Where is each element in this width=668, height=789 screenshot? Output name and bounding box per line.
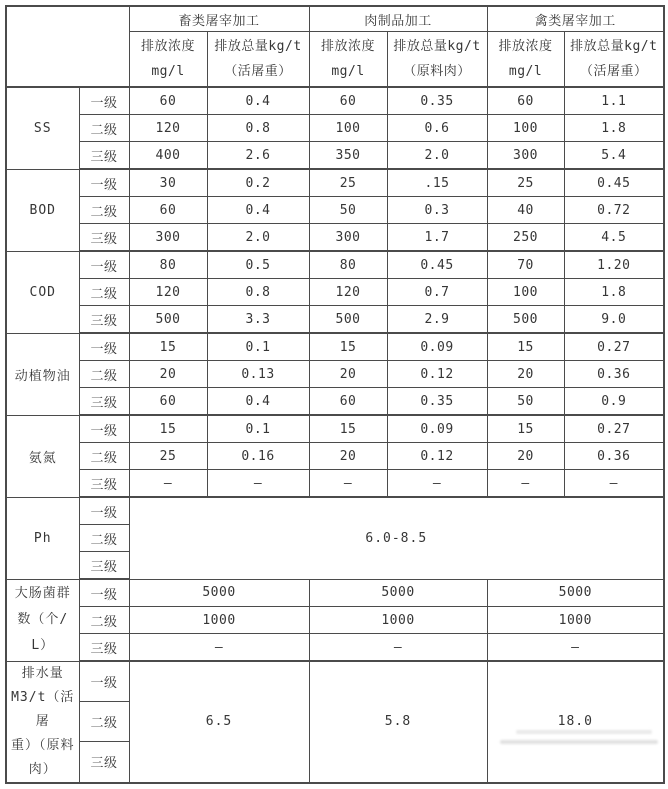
value-cell: 5000 <box>309 579 487 607</box>
value-cell: 0.45 <box>564 169 664 197</box>
value-cell: 2.0 <box>207 224 309 252</box>
value-cell: 0.4 <box>207 388 309 416</box>
col-header-conc <box>487 32 564 88</box>
value-cell: 0.13 <box>207 361 309 388</box>
value-cell: 100 <box>487 115 564 142</box>
value-cell: 2.9 <box>387 306 487 334</box>
level-label: 三级 <box>79 742 129 783</box>
level-label: 一级 <box>79 251 129 279</box>
value-cell: 500 <box>487 306 564 334</box>
value-cell: 80 <box>129 251 207 279</box>
col-header-unit: （活屠重） <box>580 64 648 79</box>
value-cell: 0.36 <box>564 443 664 470</box>
value-cell: 1.8 <box>564 279 664 306</box>
col-header-label: 排放总量kg/t <box>214 39 302 54</box>
level-label: 三级 <box>79 142 129 170</box>
value-cell: 0.8 <box>207 115 309 142</box>
table-row <box>6 142 664 170</box>
value-cell: 100 <box>487 279 564 306</box>
param-label-drainage <box>6 661 79 783</box>
value-cell: 15 <box>309 333 387 361</box>
value-cell: 50 <box>487 388 564 416</box>
value-cell: 0.45 <box>387 251 487 279</box>
table-row <box>6 443 664 470</box>
value-cell: 60 <box>129 197 207 224</box>
param-label-line: 大肠菌群 <box>14 586 71 601</box>
value-cell: 300 <box>309 224 387 252</box>
value-cell: 1000 <box>129 607 309 634</box>
table-row <box>6 251 664 279</box>
value-cell: 1000 <box>309 607 487 634</box>
value-cell: 25 <box>309 169 387 197</box>
table-row <box>6 197 664 224</box>
level-label: 三级 <box>79 470 129 498</box>
value-cell: 1.20 <box>564 251 664 279</box>
value-cell: 1.8 <box>564 115 664 142</box>
drainage-value-cell: 18.0 <box>487 661 664 783</box>
value-cell: 80 <box>309 251 387 279</box>
param-label-ammonia: 氨氮 <box>6 415 79 497</box>
value-cell: 0.27 <box>564 415 664 443</box>
value-cell: 0.9 <box>564 388 664 416</box>
param-label-line: 数（个/ <box>17 612 69 627</box>
col-header-total <box>387 32 487 88</box>
value-cell: 60 <box>309 87 387 115</box>
table-row <box>6 169 664 197</box>
value-cell: 0.1 <box>207 415 309 443</box>
value-cell: 300 <box>487 142 564 170</box>
table-row <box>6 607 664 634</box>
table-row <box>6 634 664 662</box>
level-label: 一级 <box>79 497 129 525</box>
table-row <box>6 470 664 498</box>
level-label: 一级 <box>79 661 129 702</box>
value-cell: 60 <box>309 388 387 416</box>
value-cell: 0.12 <box>387 443 487 470</box>
value-cell: 5000 <box>129 579 309 607</box>
level-label: 一级 <box>79 87 129 115</box>
col-header-label: 排放浓度 <box>498 39 553 54</box>
param-label-line: 重）（原料 <box>10 737 75 753</box>
value-cell: – <box>564 470 664 498</box>
level-label: 二级 <box>79 443 129 470</box>
param-label-ss: SS <box>6 87 79 169</box>
col-header-label: 排放浓度 <box>321 39 376 54</box>
value-cell: 0.09 <box>387 333 487 361</box>
value-cell: 300 <box>129 224 207 252</box>
value-cell: – <box>309 470 387 498</box>
value-cell: .15 <box>387 169 487 197</box>
value-cell: 100 <box>309 115 387 142</box>
value-cell: 0.2 <box>207 169 309 197</box>
value-cell: – <box>309 634 487 662</box>
table-row <box>6 115 664 142</box>
level-label: 二级 <box>79 115 129 142</box>
value-cell: 0.4 <box>207 87 309 115</box>
value-cell: 4.5 <box>564 224 664 252</box>
value-cell: – <box>129 470 207 498</box>
param-label-line: L） <box>31 638 55 653</box>
value-cell: 15 <box>487 415 564 443</box>
col-header-label: 排放总量kg/t <box>393 39 481 54</box>
value-cell: 0.35 <box>387 388 487 416</box>
value-cell: 60 <box>487 87 564 115</box>
level-label: 一级 <box>79 579 129 607</box>
value-cell: 120 <box>129 115 207 142</box>
value-cell: 25 <box>487 169 564 197</box>
table-row <box>6 661 664 702</box>
value-cell: – <box>487 470 564 498</box>
value-cell: 0.72 <box>564 197 664 224</box>
col-header-label: 排放总量kg/t <box>570 39 658 54</box>
col-header-unit: mg/l <box>508 64 543 79</box>
param-label-ph: Ph <box>6 497 79 579</box>
value-cell: 0.6 <box>387 115 487 142</box>
value-cell: 15 <box>129 333 207 361</box>
value-cell: 40 <box>487 197 564 224</box>
value-cell: 70 <box>487 251 564 279</box>
value-cell: 15 <box>309 415 387 443</box>
table-row <box>6 361 664 388</box>
value-cell: 0.27 <box>564 333 664 361</box>
value-cell: 1.1 <box>564 87 664 115</box>
table-row <box>6 415 664 443</box>
header-row-groups <box>6 6 664 32</box>
value-cell: 0.3 <box>387 197 487 224</box>
table-row <box>6 279 664 306</box>
table-row <box>6 497 664 525</box>
col-header-conc <box>309 32 387 88</box>
table-row <box>6 224 664 252</box>
value-cell: 60 <box>129 388 207 416</box>
level-label: 三级 <box>79 224 129 252</box>
table-row <box>6 579 664 607</box>
value-cell: 400 <box>129 142 207 170</box>
col-header-unit: （原料肉） <box>403 64 471 79</box>
value-cell: 1000 <box>487 607 664 634</box>
value-cell: 350 <box>309 142 387 170</box>
level-label: 三级 <box>79 388 129 416</box>
value-cell: 0.16 <box>207 443 309 470</box>
value-cell: – <box>207 470 309 498</box>
value-cell: 0.36 <box>564 361 664 388</box>
level-label: 三级 <box>79 552 129 580</box>
value-cell: 20 <box>487 443 564 470</box>
level-label: 二级 <box>79 279 129 306</box>
corner-cell <box>6 6 129 87</box>
value-cell: 2.0 <box>387 142 487 170</box>
level-label: 一级 <box>79 333 129 361</box>
level-label: 二级 <box>79 525 129 552</box>
value-cell: – <box>487 634 664 662</box>
value-cell: 0.5 <box>207 251 309 279</box>
col-header-unit: （活屠重） <box>224 64 292 79</box>
table-row <box>6 87 664 115</box>
level-label: 二级 <box>79 361 129 388</box>
value-cell: 0.7 <box>387 279 487 306</box>
level-label: 三级 <box>79 634 129 662</box>
standards-table <box>5 5 665 784</box>
table-row <box>6 388 664 416</box>
table-row <box>6 333 664 361</box>
ph-value-cell: 6.0-8.5 <box>129 497 664 579</box>
value-cell: 250 <box>487 224 564 252</box>
level-label: 三级 <box>79 306 129 334</box>
value-cell: 15 <box>487 333 564 361</box>
value-cell: 0.4 <box>207 197 309 224</box>
level-label: 一级 <box>79 169 129 197</box>
value-cell: 50 <box>309 197 387 224</box>
group-header-meat-products: 肉制品加工 <box>309 6 487 32</box>
value-cell: 20 <box>309 443 387 470</box>
col-header-unit: mg/l <box>331 64 365 79</box>
value-cell: – <box>387 470 487 498</box>
value-cell: 20 <box>309 361 387 388</box>
param-label-coliform <box>6 579 79 661</box>
value-cell: 0.35 <box>387 87 487 115</box>
drainage-value-cell: 5.8 <box>309 661 487 783</box>
level-label: 二级 <box>79 607 129 634</box>
value-cell: 30 <box>129 169 207 197</box>
value-cell: 1.7 <box>387 224 487 252</box>
value-cell: 120 <box>129 279 207 306</box>
value-cell: 20 <box>487 361 564 388</box>
value-cell: 3.3 <box>207 306 309 334</box>
param-label-line: 排水量 <box>21 665 64 681</box>
value-cell: 5.4 <box>564 142 664 170</box>
value-cell: 0.09 <box>387 415 487 443</box>
value-cell: 9.0 <box>564 306 664 334</box>
value-cell: 5000 <box>487 579 664 607</box>
param-label-bod: BOD <box>6 169 79 251</box>
group-header-poultry: 禽类屠宰加工 <box>487 6 664 32</box>
col-header-unit: mg/l <box>151 64 185 79</box>
col-header-conc <box>129 32 207 88</box>
value-cell: 0.1 <box>207 333 309 361</box>
level-label: 二级 <box>79 197 129 224</box>
value-cell: – <box>129 634 309 662</box>
value-cell: 120 <box>309 279 387 306</box>
drainage-value-cell: 6.5 <box>129 661 309 783</box>
col-header-total <box>564 32 664 88</box>
value-cell: 500 <box>129 306 207 334</box>
value-cell: 20 <box>129 361 207 388</box>
param-label-line: 肉） <box>28 761 57 777</box>
col-header-label: 排放浓度 <box>140 39 195 54</box>
group-header-livestock: 畜类屠宰加工 <box>129 6 309 32</box>
param-label-line: M3/t（活屠 <box>11 689 75 729</box>
param-label-oils: 动植物油 <box>6 333 79 415</box>
value-cell: 0.8 <box>207 279 309 306</box>
value-cell: 25 <box>129 443 207 470</box>
value-cell: 2.6 <box>207 142 309 170</box>
value-cell: 500 <box>309 306 387 334</box>
level-label: 二级 <box>79 702 129 742</box>
col-header-total <box>207 32 309 88</box>
value-cell: 0.12 <box>387 361 487 388</box>
table-row <box>6 306 664 334</box>
level-label: 一级 <box>79 415 129 443</box>
param-label-cod: COD <box>6 251 79 333</box>
value-cell: 15 <box>129 415 207 443</box>
value-cell: 60 <box>129 87 207 115</box>
